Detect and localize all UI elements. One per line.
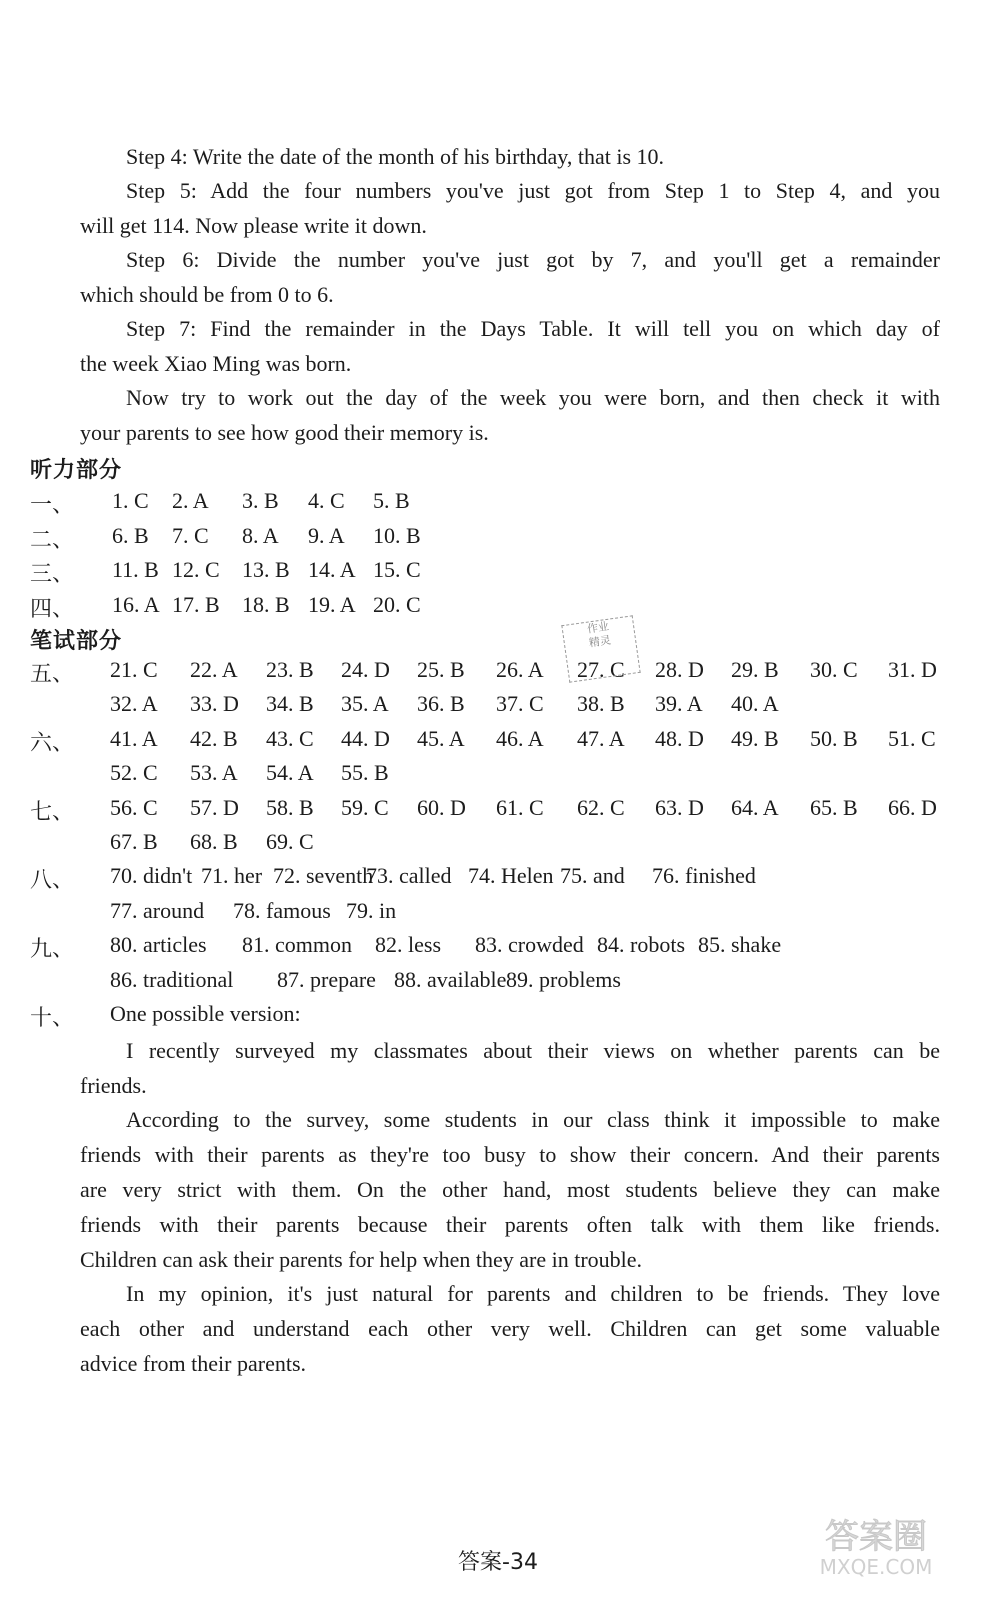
step-paragraph: [80, 139, 940, 174]
step-paragraph: [80, 311, 940, 381]
answer-item: 60. D: [417, 794, 466, 820]
answer-item: 26. A: [496, 657, 544, 682]
answer-item: 19. A: [308, 591, 356, 617]
answer-item: 28. D: [655, 657, 704, 682]
answer-item: 7. C: [172, 522, 209, 548]
answer-item: 87. prepare: [277, 966, 376, 992]
answer-item: 70. didn't: [110, 863, 193, 889]
step-line: Now try to work out the day of the week you were born, and then check it with: [126, 385, 940, 410]
answer-item: 43. C: [266, 725, 314, 751]
answer-item: 2. A: [172, 488, 209, 513]
answer-item: 88. available: [394, 966, 507, 992]
answer-item: 71. her: [201, 863, 263, 889]
answer-item: 61. C: [496, 794, 544, 820]
answer-item: 33. D: [190, 691, 239, 717]
answer-item: 16. A: [112, 591, 160, 617]
answer-item: 32. A: [110, 691, 158, 717]
answer-item: 68. B: [190, 829, 238, 854]
answer-item: 57. D: [190, 794, 239, 820]
essay-line: I recently surveyed my classmates about their views on whether parents can be: [126, 1038, 940, 1063]
answer-item: 14. A: [308, 557, 356, 582]
answer-item: 36. B: [417, 691, 465, 717]
section-number: 三、: [30, 561, 75, 586]
essay-line: friends.: [80, 1073, 147, 1098]
answer-item: 46. A: [496, 725, 544, 751]
answer-item: 44. D: [341, 725, 390, 751]
writing-heading: 笔试部分: [30, 629, 123, 654]
page-number: 答案-34: [458, 1550, 538, 1575]
answer-item: 38. B: [577, 691, 625, 717]
answer-item: 63. D: [655, 794, 704, 820]
answer-item: 52. C: [110, 760, 158, 786]
answer-item: 1. C: [112, 488, 149, 513]
answer-item: 82. less: [375, 932, 441, 958]
answer-item: 25. B: [417, 657, 465, 682]
answer-item: 84. robots: [597, 932, 685, 958]
answer-item: 83. crowded: [475, 932, 584, 958]
section-number: 一、: [30, 492, 75, 517]
answer-item: 21. C: [110, 657, 158, 682]
answer-item: 29. B: [731, 657, 779, 682]
answer-item: 35. A: [341, 691, 389, 717]
answer-item: 4. C: [308, 488, 345, 513]
answer-item: 18. B: [242, 591, 290, 617]
answer-item: 45. A: [417, 725, 465, 751]
answer-item: 40. A: [731, 691, 779, 717]
answer-item: 17. B: [172, 591, 220, 617]
answer-item: 41. A: [110, 725, 158, 751]
answer-item: 5. B: [373, 488, 410, 513]
answer-item: 85. shake: [698, 932, 782, 958]
essay-paragraph: [80, 1276, 940, 1381]
answer-item: 12. C: [172, 557, 220, 582]
essay-line: Children can ask their parents for help when they are in trouble.: [80, 1247, 643, 1272]
step-line: Step 6: Divide the number you've just got by 7, and you'll get a remainder: [126, 247, 940, 272]
listening-heading: 听力部分: [30, 458, 123, 483]
watermark-title: 答案圈: [825, 1517, 927, 1557]
section-number: 四、: [30, 595, 75, 621]
answer-item: 59. C: [341, 794, 389, 820]
answer-item: 34. B: [266, 691, 314, 717]
answer-item: 89. problems: [506, 966, 621, 992]
answer-item: 24. D: [341, 657, 390, 682]
stamp-line: 作业: [586, 619, 610, 636]
watermark-logo: [776, 1512, 976, 1582]
essay-line: advice from their parents.: [80, 1351, 307, 1376]
answer-item: 67. B: [110, 829, 158, 854]
step-line: which should be from 0 to 6.: [80, 282, 334, 307]
essay-line: friends with their parents as they're too busy to show their concern. And their parents: [80, 1142, 940, 1167]
answer-item: 72. seventh: [273, 863, 374, 889]
answer-item: 78. famous: [233, 897, 331, 923]
answer-item: 69. C: [266, 829, 314, 854]
answer-item: 56. C: [110, 794, 158, 820]
answer-item: 23. B: [266, 657, 314, 682]
answer-item: 53. A: [190, 760, 238, 786]
essay-line: are very strict with them. On the other hand, most students believe they can make: [80, 1177, 940, 1202]
section-number: 十、: [30, 1005, 75, 1030]
section-number: 五、: [30, 661, 75, 686]
step-line: your parents to see how good their memory is.: [80, 420, 489, 445]
step-line: Step 7: Find the remainder in the Days Table. It will tell you on which day of: [126, 316, 940, 341]
answer-item: 76. finished: [652, 863, 756, 889]
answer-item: 31. D: [888, 657, 937, 682]
essay-line: According to the survey, some students in our class think it impossible to make: [126, 1107, 940, 1132]
answer-item: 74. Helen: [468, 863, 554, 889]
answer-item: 37. C: [496, 691, 544, 717]
essay-line: friends with their parents because their parents often talk with them like friends.: [80, 1212, 940, 1237]
answer-item: 66. D: [888, 794, 937, 820]
step-line: will get 114. Now please write it down.: [80, 213, 427, 238]
step-line: the week Xiao Ming was born.: [80, 351, 352, 376]
section-number: 二、: [30, 526, 75, 552]
answer-item: 49. B: [731, 725, 779, 751]
answer-item: 81. common: [242, 932, 352, 958]
answer-item: 22. A: [190, 657, 238, 682]
essay-paragraph: [80, 1033, 940, 1103]
answer-item: 54. A: [266, 760, 314, 786]
answer-item: 55. B: [341, 760, 389, 786]
answer-item: 3. B: [242, 488, 279, 513]
answer-item: 77. around: [110, 897, 205, 923]
answer-item: 9. A: [308, 522, 345, 548]
answer-item: 86. traditional: [110, 966, 234, 992]
stamp-line: 精灵: [588, 633, 612, 650]
answer-item: 10. B: [373, 522, 421, 548]
answer-item: 47. A: [577, 725, 625, 751]
answer-item: 13. B: [242, 557, 290, 582]
step-line: Step 4: Write the date of the month of his birthday, that is 10.: [126, 144, 665, 169]
watermark-url: MXQE.COM: [819, 1555, 933, 1579]
answer-item: 75. and: [560, 863, 625, 889]
answer-item: 80. articles: [110, 932, 207, 958]
answer-item: 62. C: [577, 794, 625, 820]
step-paragraph: [80, 173, 940, 243]
section-number: 六、: [30, 729, 75, 755]
answer-item: 39. A: [655, 691, 703, 717]
answer-item: 65. B: [810, 794, 858, 820]
answer-item: 79. in: [346, 897, 397, 923]
answer-item: 73. called: [366, 863, 452, 889]
answer-item: 15. C: [373, 557, 421, 582]
answer-item: One possible version:: [110, 1001, 301, 1026]
answer-item: 27. C: [577, 657, 625, 682]
essay-line: In my opinion, it's just natural for parents and children to be friends. They love: [126, 1281, 940, 1306]
answer-item: 64. A: [731, 794, 779, 820]
answer-item: 48. D: [655, 725, 704, 751]
answer-item: 51. C: [888, 725, 936, 751]
section-number: 八、: [30, 867, 75, 893]
answer-item: 11. B: [112, 557, 159, 582]
answer-item: 8. A: [242, 522, 279, 548]
stamp-seal: [561, 615, 640, 682]
section-number: 九、: [30, 936, 75, 962]
answer-item: 20. C: [373, 591, 421, 617]
answer-item: 50. B: [810, 725, 858, 751]
essay-paragraph: [80, 1102, 940, 1277]
step-paragraph: [80, 380, 940, 450]
answer-item: 58. B: [266, 794, 314, 820]
answer-item: 6. B: [112, 522, 149, 548]
essay-line: each other and understand each other very well. Children can get some valuable: [80, 1316, 940, 1341]
step-line: Step 5: Add the four numbers you've just got from Step 1 to Step 4, and you: [126, 178, 940, 203]
answer-item: 30. C: [810, 657, 858, 682]
step-paragraph: [80, 242, 940, 312]
section-number: 七、: [30, 798, 75, 824]
answer-item: 42. B: [190, 725, 238, 751]
